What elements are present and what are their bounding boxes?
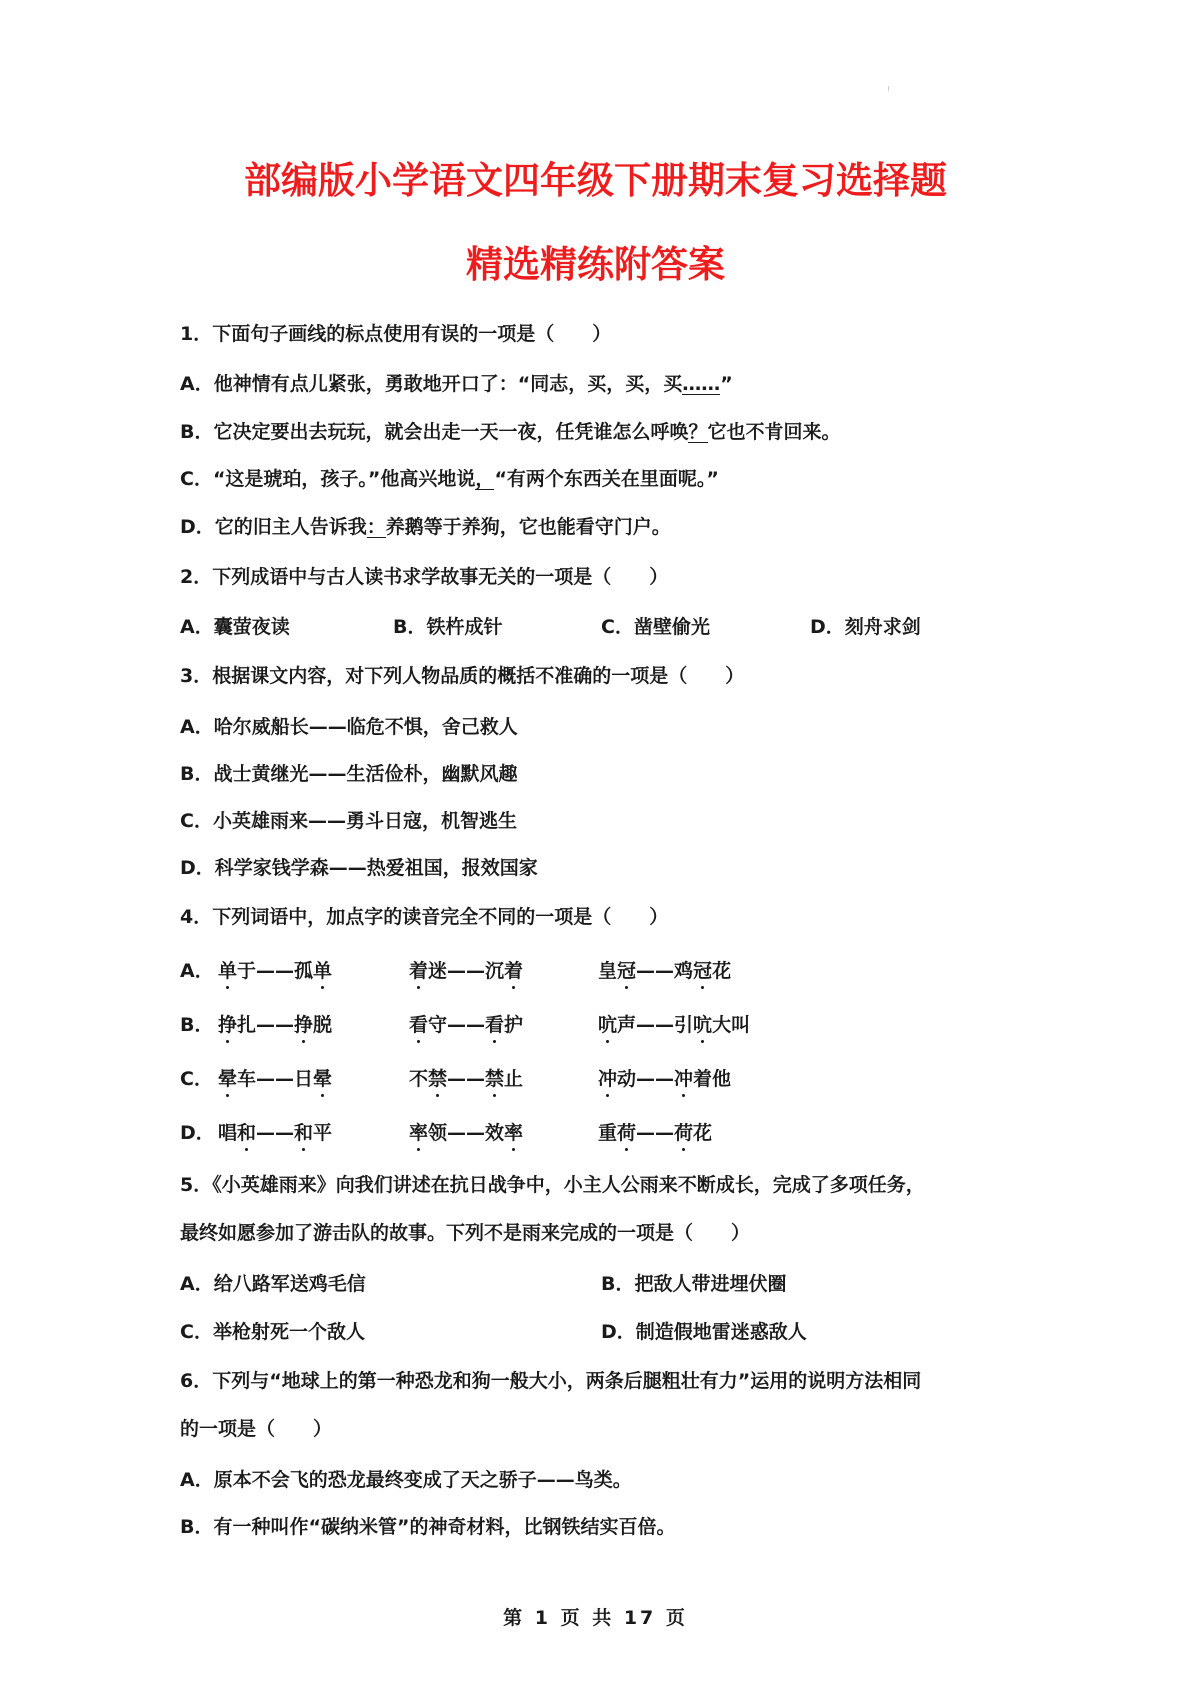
underlined-punctuation: ？ — [688, 421, 708, 443]
question-3-option-d: D．科学家钱学森——热爱祖国，报效国家 — [180, 857, 538, 879]
dash: —— — [636, 1014, 675, 1036]
option-text: C．“这是琥珀，孩子。”他高兴地说 — [180, 468, 476, 490]
question-4-row-c-pair-3: 冲动——冲着他 — [598, 1068, 732, 1090]
dotted-char: 荷 — [674, 1122, 694, 1144]
question-5-stem-line2: 最终如愿参加了游击队的故事。下列不是雨来完成的一项是（ ） — [180, 1222, 751, 1244]
question-2-option-d: D．刻舟求剑 — [810, 616, 921, 638]
question-4-row-c-pair-1: 晕车——日晕 — [218, 1068, 333, 1090]
question-2-stem: 2．下列成语中与古人读书求学故事无关的一项是（ ） — [180, 566, 669, 588]
dotted-char: 和 — [237, 1122, 257, 1144]
question-4-row-c-pair-2: 不禁——禁止 — [409, 1068, 524, 1090]
question-6-option-b: B．有一种叫作“碳纳米管”的神奇材料，比钢铁结实百倍。 — [180, 1516, 676, 1538]
question-4-row-d-pair-2: 率领——效率 — [409, 1122, 524, 1144]
option-text: B．它决定要出去玩玩，就会出走一天一夜，任凭谁怎么呼唤 — [180, 421, 689, 443]
dash: —— — [256, 1014, 295, 1036]
question-1-option-b — [180, 420, 841, 444]
dotted-char: 冲 — [598, 1068, 618, 1090]
underlined-punctuation: ， — [475, 468, 495, 490]
question-4-row-d-pair-3: 重荷——荷花 — [598, 1122, 713, 1144]
question-4-row-d-pair-1: 唱和——和平 — [218, 1122, 333, 1144]
option-text: D．它的旧主人告诉我 — [180, 516, 367, 538]
question-3-option-a: A．哈尔威船长——临危不惧，舍己救人 — [180, 716, 518, 738]
question-4-row-b-pair-1: 挣扎——挣脱 — [218, 1014, 333, 1036]
question-4-row-b-label: B． — [180, 1014, 214, 1036]
dotted-char: 着 — [504, 960, 524, 982]
question-6-option-a: A．原本不会飞的恐龙最终变成了天之骄子——鸟类。 — [180, 1469, 632, 1491]
question-4-row-b-pair-2: 看守——看护 — [409, 1014, 524, 1036]
dotted-char: 着 — [409, 960, 429, 982]
dotted-char: 荷 — [617, 1122, 637, 1144]
document-title-line1: 部编版小学语文四年级下册期末复习选择题 — [244, 159, 947, 202]
dotted-char: 冠 — [617, 960, 637, 982]
question-2-option-c: C．凿壁偷光 — [601, 616, 710, 638]
dash: —— — [447, 1014, 486, 1036]
dash: —— — [256, 960, 295, 982]
scan-speck — [888, 86, 889, 91]
question-4-row-d-label: D． — [180, 1122, 215, 1144]
option-text-tail: 养鹅等于养狗，它也能看守门户。 — [385, 516, 671, 538]
question-6-stem-line1: 6．下列与“地球上的第一种恐龙和狗一般大小，两条后腿粗壮有力”运用的说明方法相同 — [180, 1370, 922, 1392]
question-1-stem: 1．下面句子画线的标点使用有误的一项是（ ） — [180, 323, 612, 345]
question-4-stem: 4．下列词语中，加点字的读音完全不同的一项是（ ） — [180, 906, 669, 928]
underlined-punctuation: ： — [366, 516, 386, 538]
question-4-row-a-label: A． — [180, 960, 214, 982]
option-text-tail: “有两个东西关在里面呢。” — [494, 468, 719, 490]
question-1-option-c — [180, 467, 719, 491]
question-4-row-b-pair-3: 吭声——引吭大叫 — [598, 1014, 751, 1036]
dotted-char: 看 — [409, 1014, 429, 1036]
total-pages: 17 — [623, 1607, 657, 1629]
dash: —— — [447, 1122, 486, 1144]
question-3-option-c: C．小英雄雨来——勇斗日寇，机智逃生 — [180, 810, 517, 832]
dotted-char: 率 — [504, 1122, 524, 1144]
question-3-stem: 3．根据课文内容，对下列人物品质的概括不准确的一项是（ ） — [180, 665, 745, 687]
dotted-char: 率 — [409, 1122, 429, 1144]
question-5-option-b: B．把敌人带进埋伏圈 — [601, 1273, 787, 1295]
dash: —— — [636, 1068, 675, 1090]
question-4-row-a-pair-3: 皇冠——鸡冠花 — [598, 960, 732, 982]
dotted-char: 吭 — [598, 1014, 618, 1036]
dotted-char: 晕 — [313, 1068, 333, 1090]
dash: —— — [447, 960, 486, 982]
question-4-row-a-pair-1: 单于——孤单 — [218, 960, 333, 982]
dash: —— — [636, 960, 675, 982]
question-3-option-b: B．战士黄继光——生活俭朴，幽默风趣 — [180, 763, 518, 785]
question-2-option-b: B．铁杵成针 — [393, 616, 503, 638]
question-5-option-d: D．制造假地雷迷惑敌人 — [601, 1321, 807, 1343]
question-2-option-a: A．囊萤夜读 — [180, 616, 290, 638]
dash: —— — [256, 1122, 295, 1144]
dotted-char: 晕 — [218, 1068, 238, 1090]
dash: —— — [636, 1122, 675, 1144]
document-title-line2: 精选精练附答案 — [466, 243, 725, 286]
option-text-tail: 它也不肯回来。 — [707, 421, 841, 443]
current-page-number: 1 — [534, 1607, 551, 1629]
question-6-stem-line2: 的一项是（ ） — [180, 1418, 333, 1440]
question-1-option-a — [180, 372, 733, 396]
dash: —— — [447, 1068, 486, 1090]
dash: —— — [256, 1068, 295, 1090]
dotted-char: 吭 — [693, 1014, 713, 1036]
dotted-char: 冲 — [674, 1068, 694, 1090]
underlined-punctuation: …… — [682, 373, 721, 395]
option-text-tail: ” — [720, 373, 733, 395]
question-5-option-c: C．举枪射死一个敌人 — [180, 1321, 365, 1343]
dotted-char: 冠 — [693, 960, 713, 982]
dotted-char: 单 — [313, 960, 333, 982]
option-text: A．他神情有点儿紧张，勇敢地开口了：“同志，买，买，买 — [180, 373, 683, 395]
dotted-char: 禁 — [428, 1068, 448, 1090]
dotted-char: 禁 — [485, 1068, 505, 1090]
question-5-option-a: A．给八路军送鸡毛信 — [180, 1273, 366, 1295]
dotted-char: 看 — [485, 1014, 505, 1036]
question-4-row-c-label: C． — [180, 1068, 213, 1090]
question-1-option-d — [180, 515, 671, 539]
question-4-row-a-pair-2: 着迷——沉着 — [409, 960, 524, 982]
question-5-stem-line1: 5．《小英雄雨来》向我们讲述在抗日战争中，小主人公雨来不断成长，完成了多项任务， — [180, 1174, 925, 1196]
dotted-char: 挣 — [294, 1014, 314, 1036]
page-footer: 第 1 页 共 17 页 — [503, 1607, 688, 1629]
dotted-char: 单 — [218, 960, 238, 982]
dotted-char: 挣 — [218, 1014, 238, 1036]
dotted-char: 和 — [294, 1122, 314, 1144]
